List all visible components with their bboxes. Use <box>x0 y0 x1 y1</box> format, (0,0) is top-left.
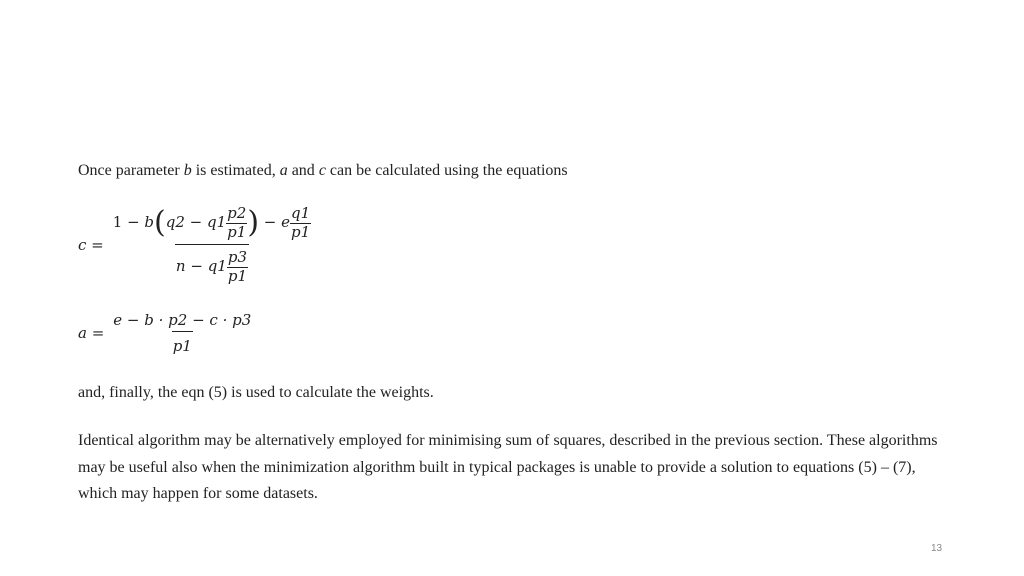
equation-c <box>78 205 312 285</box>
intro-text-2: is estimated, <box>191 162 280 179</box>
algorithm-paragraph: Identical algorithm may be alternatively employed for minimising sum of squares, described in the previous section. These algorithms may be useful also when the minimization algorithm built in typical packages is unable to provide a solution to equations (5) – (7), which may happen for some datasets. <box>78 432 938 502</box>
eqc-num-one: 1 <box>112 213 123 231</box>
eqc-num-q1: q1 <box>207 213 227 231</box>
intro-text-4: can be calculated using the equations <box>325 162 568 179</box>
eqc-num-b: b <box>144 213 155 231</box>
eqc-right-paren: ) <box>247 205 260 240</box>
equation-c-denominator <box>175 244 249 285</box>
equation-c-lhs: c = <box>78 236 104 254</box>
eqc-q1-over-p1 <box>290 205 311 241</box>
equation-a-numerator: e − b · p2 − c · p3 <box>113 311 252 329</box>
equation-a-fraction <box>112 309 252 357</box>
eqc-den-q1: q1 <box>207 257 227 275</box>
eqc-p1-b: p1 <box>291 223 311 241</box>
eqc-p3-over-p1 <box>227 249 248 285</box>
weights-paragraph: and, finally, the eqn (5) is used to calculate the weights. <box>78 384 434 401</box>
intro-var-c: c <box>318 162 326 179</box>
eqc-den-n: n <box>175 257 186 275</box>
eqc-num-q2: q2 <box>165 213 185 231</box>
intro-var-a: a <box>279 162 288 179</box>
eqc-num-minus-2: − <box>184 213 207 231</box>
eqc-left-paren: ( <box>154 205 166 240</box>
eqc-p3: p3 <box>227 248 248 266</box>
eqc-p2-over-p1 <box>226 205 247 241</box>
eqc-num-minus-1: − <box>122 213 145 231</box>
eqc-p1-a: p1 <box>227 223 247 241</box>
equation-a-denominator: p1 <box>172 331 193 357</box>
intro-paragraph <box>78 158 568 185</box>
eqc-num-minus-3: − <box>259 213 282 231</box>
eqc-num-e: e <box>281 213 291 231</box>
equation-a <box>78 309 252 357</box>
equation-c-numerator <box>112 205 312 244</box>
equation-a-lhs: a = <box>78 324 105 342</box>
eqc-p2: p2 <box>227 204 247 222</box>
eqc-den-minus: − <box>185 257 208 275</box>
equation-c-fraction <box>112 205 312 285</box>
eqc-p1-c: p1 <box>227 267 248 285</box>
eqc-q1-b: q1 <box>291 204 311 222</box>
page-number: 13 <box>931 543 943 554</box>
intro-text-3: and <box>287 162 319 179</box>
intro-text-1: Once parameter <box>78 162 184 179</box>
intro-var-b: b <box>183 162 192 179</box>
